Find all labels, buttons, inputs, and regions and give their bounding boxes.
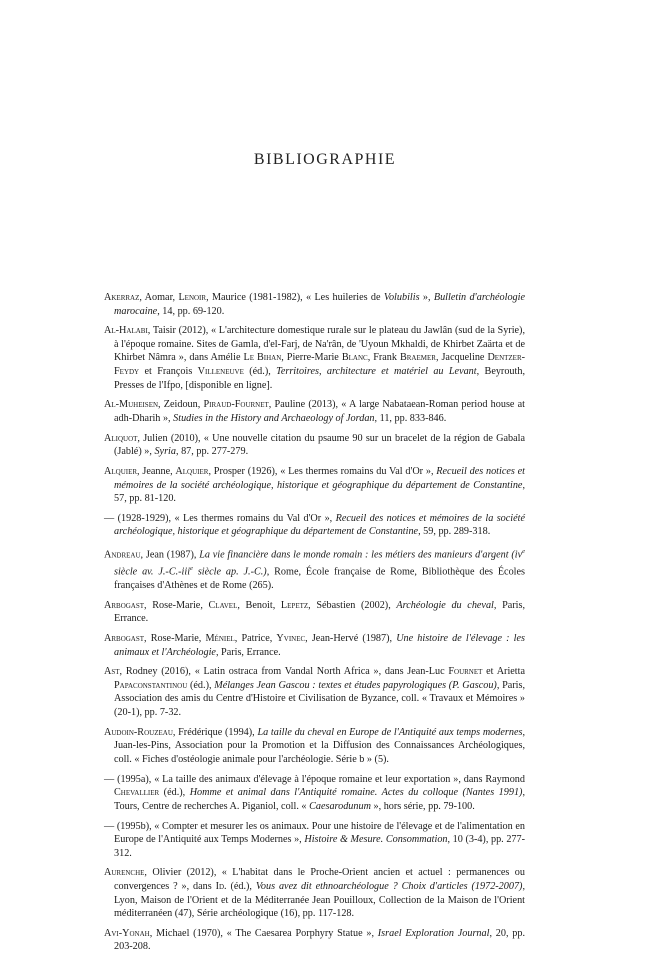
bibliography-entry bbox=[104, 866, 525, 920]
superscript: e bbox=[190, 565, 193, 573]
author-name: Villeneuve bbox=[197, 366, 244, 378]
entry-text: , Rose-Marie, bbox=[144, 599, 209, 611]
author-name: Arbogast bbox=[104, 633, 145, 644]
italic-title: Syria bbox=[154, 446, 176, 458]
italic-title: Vous avez dit ethnoarchéologue ? Choix d'articles (1972-2007) bbox=[255, 880, 523, 892]
entry-text: , Rodney (2016), « Latin ostraca from Vandal North Africa », dans Jean-Luc bbox=[119, 666, 449, 678]
author-name: Audoin-Rouzeau bbox=[104, 726, 173, 738]
author-name: Yvinec bbox=[276, 633, 306, 644]
author-name: Ast bbox=[104, 666, 120, 678]
entry-text: , Jeanne, bbox=[137, 465, 176, 477]
author-name: Méniel bbox=[205, 633, 235, 644]
author-name: Piraud-Fournet bbox=[203, 399, 269, 411]
italic-title: Studies in the History and Archaeology of Jordan bbox=[173, 412, 375, 424]
entry-text: , Taisir (2012), « L'architecture domestique rurale sur le plateau du Jawlân (sud de la Syrie), à l'époque romaine. Sites de Gamla, d'el-Farj, de Na'rân, de 'Uyoun Mkhaldi, de Khirbet Zaärta et de Khirbet Nâmra », dans Amélie bbox=[114, 325, 525, 364]
italic-title: Recueil des notices et mémoires de la société archéologique, historique et géographique du département de Constantine bbox=[114, 465, 525, 491]
italic-title: siècle ap. J.-C.) bbox=[192, 566, 267, 578]
superscript: e bbox=[522, 548, 525, 556]
entry-text: — (1995a), « La taille des animaux d'élevage à l'époque romaine et leur exportation », dans Raymond bbox=[104, 773, 525, 785]
entry-text: , Jean-Hervé (1987), bbox=[305, 633, 397, 644]
entry-text: , Prosper (1926), « Les thermes romains du Val d'Or », bbox=[208, 465, 437, 477]
author-name: Al-Muheisen bbox=[104, 399, 159, 411]
page-title: BIBLIOGRAPHIE bbox=[253, 151, 397, 168]
entry-text: (éd.), bbox=[159, 787, 190, 799]
author-name: Aurenche bbox=[104, 867, 145, 879]
entry-text: , Frank bbox=[367, 352, 400, 364]
entry-text: , Paris, Errance. bbox=[215, 646, 281, 658]
bibliography-entry bbox=[104, 773, 525, 814]
italic-title: Israel Exploration Journal bbox=[377, 927, 490, 939]
entry-text: , Pauline (2013), « A large Nabataean-Roman period house at adh-Dharih », bbox=[114, 399, 526, 424]
entry-text: — (1928-1929), « Les thermes romains du Val d'Or », bbox=[104, 512, 336, 524]
italic-title: Territoires, architecture et matériel au Levant bbox=[276, 366, 477, 378]
entry-text: , 20, pp. 203-208. bbox=[114, 927, 525, 953]
bibliography-entry bbox=[104, 465, 525, 506]
entry-text: , Benoit, bbox=[237, 599, 281, 611]
italic-title: Caesarodunum bbox=[309, 800, 371, 812]
author-name: Aliquot bbox=[104, 432, 138, 444]
author-name: Andreau bbox=[104, 549, 141, 561]
entry-text: , Patrice, bbox=[234, 633, 277, 644]
entry-text: », hors série, pp. 79-100. bbox=[370, 800, 475, 812]
entry-text: et Arietta bbox=[482, 666, 525, 678]
entry-text: , 10 (3-4), pp. 277-312. bbox=[114, 834, 525, 859]
entry-text: , Aomar, bbox=[139, 292, 179, 303]
author-name: Id. bbox=[215, 880, 227, 892]
author-name: Clavel bbox=[208, 599, 238, 611]
entry-text: , 14, pp. 69-120. bbox=[157, 305, 225, 317]
author-name: Akerraz bbox=[104, 292, 140, 303]
bibliography-entry bbox=[104, 512, 525, 539]
author-name: Dentzer-Feydy bbox=[114, 352, 526, 378]
bibliography-entry bbox=[104, 632, 525, 659]
entry-text: , 59, pp. 289-318. bbox=[418, 526, 491, 538]
entry-text: , Sébastien (2002), bbox=[308, 599, 397, 611]
bibliography-entry bbox=[104, 291, 525, 318]
author-name: Alquier bbox=[175, 465, 209, 477]
bibliography-entry bbox=[104, 726, 525, 767]
author-name: Al-Halabi bbox=[104, 325, 148, 337]
italic-title: Une histoire de l'élevage : les animaux et l'Archéologie bbox=[114, 633, 525, 658]
entry-text: — (1995b), « Compter et mesurer les os animaux. Pour une histoire de l'élevage et de l'alimentation en Europe de l'Antiquité aux Temps Modernes », bbox=[104, 820, 525, 846]
entry-text: , Olivier (2012), « L'habitat dans le Proche-Orient ancien et actuel : permanences ou convergences ? », dans bbox=[114, 867, 525, 892]
bibliography-entry bbox=[104, 324, 525, 392]
bibliography-entry bbox=[104, 820, 525, 861]
entry-text: (éd.), bbox=[187, 679, 215, 691]
author-name: Lepetz bbox=[280, 599, 309, 611]
author-name: Le Bihan bbox=[243, 352, 282, 364]
entry-text: (éd.), bbox=[226, 880, 256, 892]
author-name: Papaconstantinou bbox=[114, 679, 188, 691]
entry-text: (éd.), bbox=[243, 366, 277, 378]
author-name: Lenoir bbox=[178, 292, 207, 303]
entry-text: , 87, pp. 277-279. bbox=[175, 446, 249, 458]
entry-text: , Rome, École française de Rome, Bibliothèque des Écoles françaises d'Athènes et de Rome (265). bbox=[114, 566, 525, 592]
italic-title: Archéologie du cheval bbox=[396, 599, 494, 611]
entry-text: , Jacqueline bbox=[435, 352, 488, 364]
italic-title: Volubilis bbox=[383, 292, 420, 303]
entry-text: , Lyon, Maison de l'Orient et de la Méditerranée Jean Pouilloux, Collection de la Maison de l'Orient méditerranéen (47), Série archéologique (16), pp. 117-128. bbox=[114, 880, 525, 920]
entry-text: », bbox=[419, 292, 434, 303]
entry-text: , Paris, Association des amis du Centre d'Histoire et Civilisation de Byzance, coll. « Travaux et Mémoires » (20-1), pp. 7-32. bbox=[114, 679, 525, 719]
italic-title: Bulletin d'archéologie marocaine bbox=[114, 292, 526, 317]
italic-title: Histoire & Mesure. Consommation bbox=[304, 834, 448, 846]
entry-text: , 57, pp. 81-120. bbox=[114, 479, 525, 505]
bibliography-entry bbox=[104, 545, 525, 593]
entry-text: , Frédérique (1994), bbox=[172, 726, 258, 738]
author-name: Braemer bbox=[399, 352, 436, 364]
italic-title: Recueil des notices et mémoires de la société archéologique, historique et géographique du département de Constantine bbox=[114, 512, 525, 538]
bibliography-entry bbox=[104, 599, 525, 626]
entry-text: , Juan-les-Pins, Association pour la Promotion et la Diffusion des Connaissances Archéologiques, coll. « Fiches d'ostéologie animale pour l'archéologie. Série b » (5). bbox=[114, 726, 525, 765]
entry-text: , Michael (1970), « The Caesarea Porphyry Statue », bbox=[149, 927, 378, 939]
entry-text: , Zeidoun, bbox=[158, 399, 204, 411]
entry-text: , Rose-Marie, bbox=[144, 633, 206, 644]
entry-text: , 11, pp. 833-846. bbox=[374, 412, 447, 424]
bibliography-entry bbox=[104, 927, 525, 954]
author-name: Fournet bbox=[448, 666, 483, 678]
bibliography-entry bbox=[104, 398, 525, 425]
italic-title: La vie financière dans le monde romain : les métiers des manieurs d'argent (iv bbox=[199, 549, 523, 561]
entry-text: , Paris, Errance. bbox=[114, 599, 526, 625]
entry-text: , Beyrouth, Presses de l'Ifpo, [disponible en ligne]. bbox=[114, 366, 525, 391]
bibliography-entry bbox=[104, 665, 525, 719]
author-name: Arbogast bbox=[104, 599, 145, 611]
entry-text: , Maurice (1981-1982), « Les huileries de bbox=[206, 292, 384, 303]
entry-text: , Julien (2010), « Une nouvelle citation du psaume 90 sur un bracelet de la région de Gabala (Jablé) », bbox=[114, 432, 525, 458]
bibliography-list bbox=[104, 291, 525, 960]
italic-title: Homme et animal dans l'Antiquité romaine. Actes du colloque (Nantes 1991) bbox=[189, 787, 523, 799]
author-name: Chevallier bbox=[114, 787, 160, 799]
entry-text: et François bbox=[139, 366, 198, 378]
italic-title: La taille du cheval en Europe de l'Antiquité aux temps modernes bbox=[257, 726, 523, 738]
author-name: Alquier bbox=[104, 465, 138, 477]
entry-text: , Jean (1987), bbox=[140, 549, 200, 561]
author-name: Blanc bbox=[341, 352, 368, 364]
entry-text: , Tours, Centre de recherches A. Piganiol, coll. « bbox=[114, 787, 525, 812]
entry-text: , Pierre-Marie bbox=[281, 352, 342, 364]
italic-title: Mélanges Jean Gascou : textes et études papyrologiques (P. Gascou) bbox=[214, 679, 497, 691]
bibliography-entry bbox=[104, 432, 525, 459]
italic-title: siècle av. J.-C.-iii bbox=[114, 566, 191, 578]
author-name: Avi-Yonah bbox=[104, 927, 150, 939]
